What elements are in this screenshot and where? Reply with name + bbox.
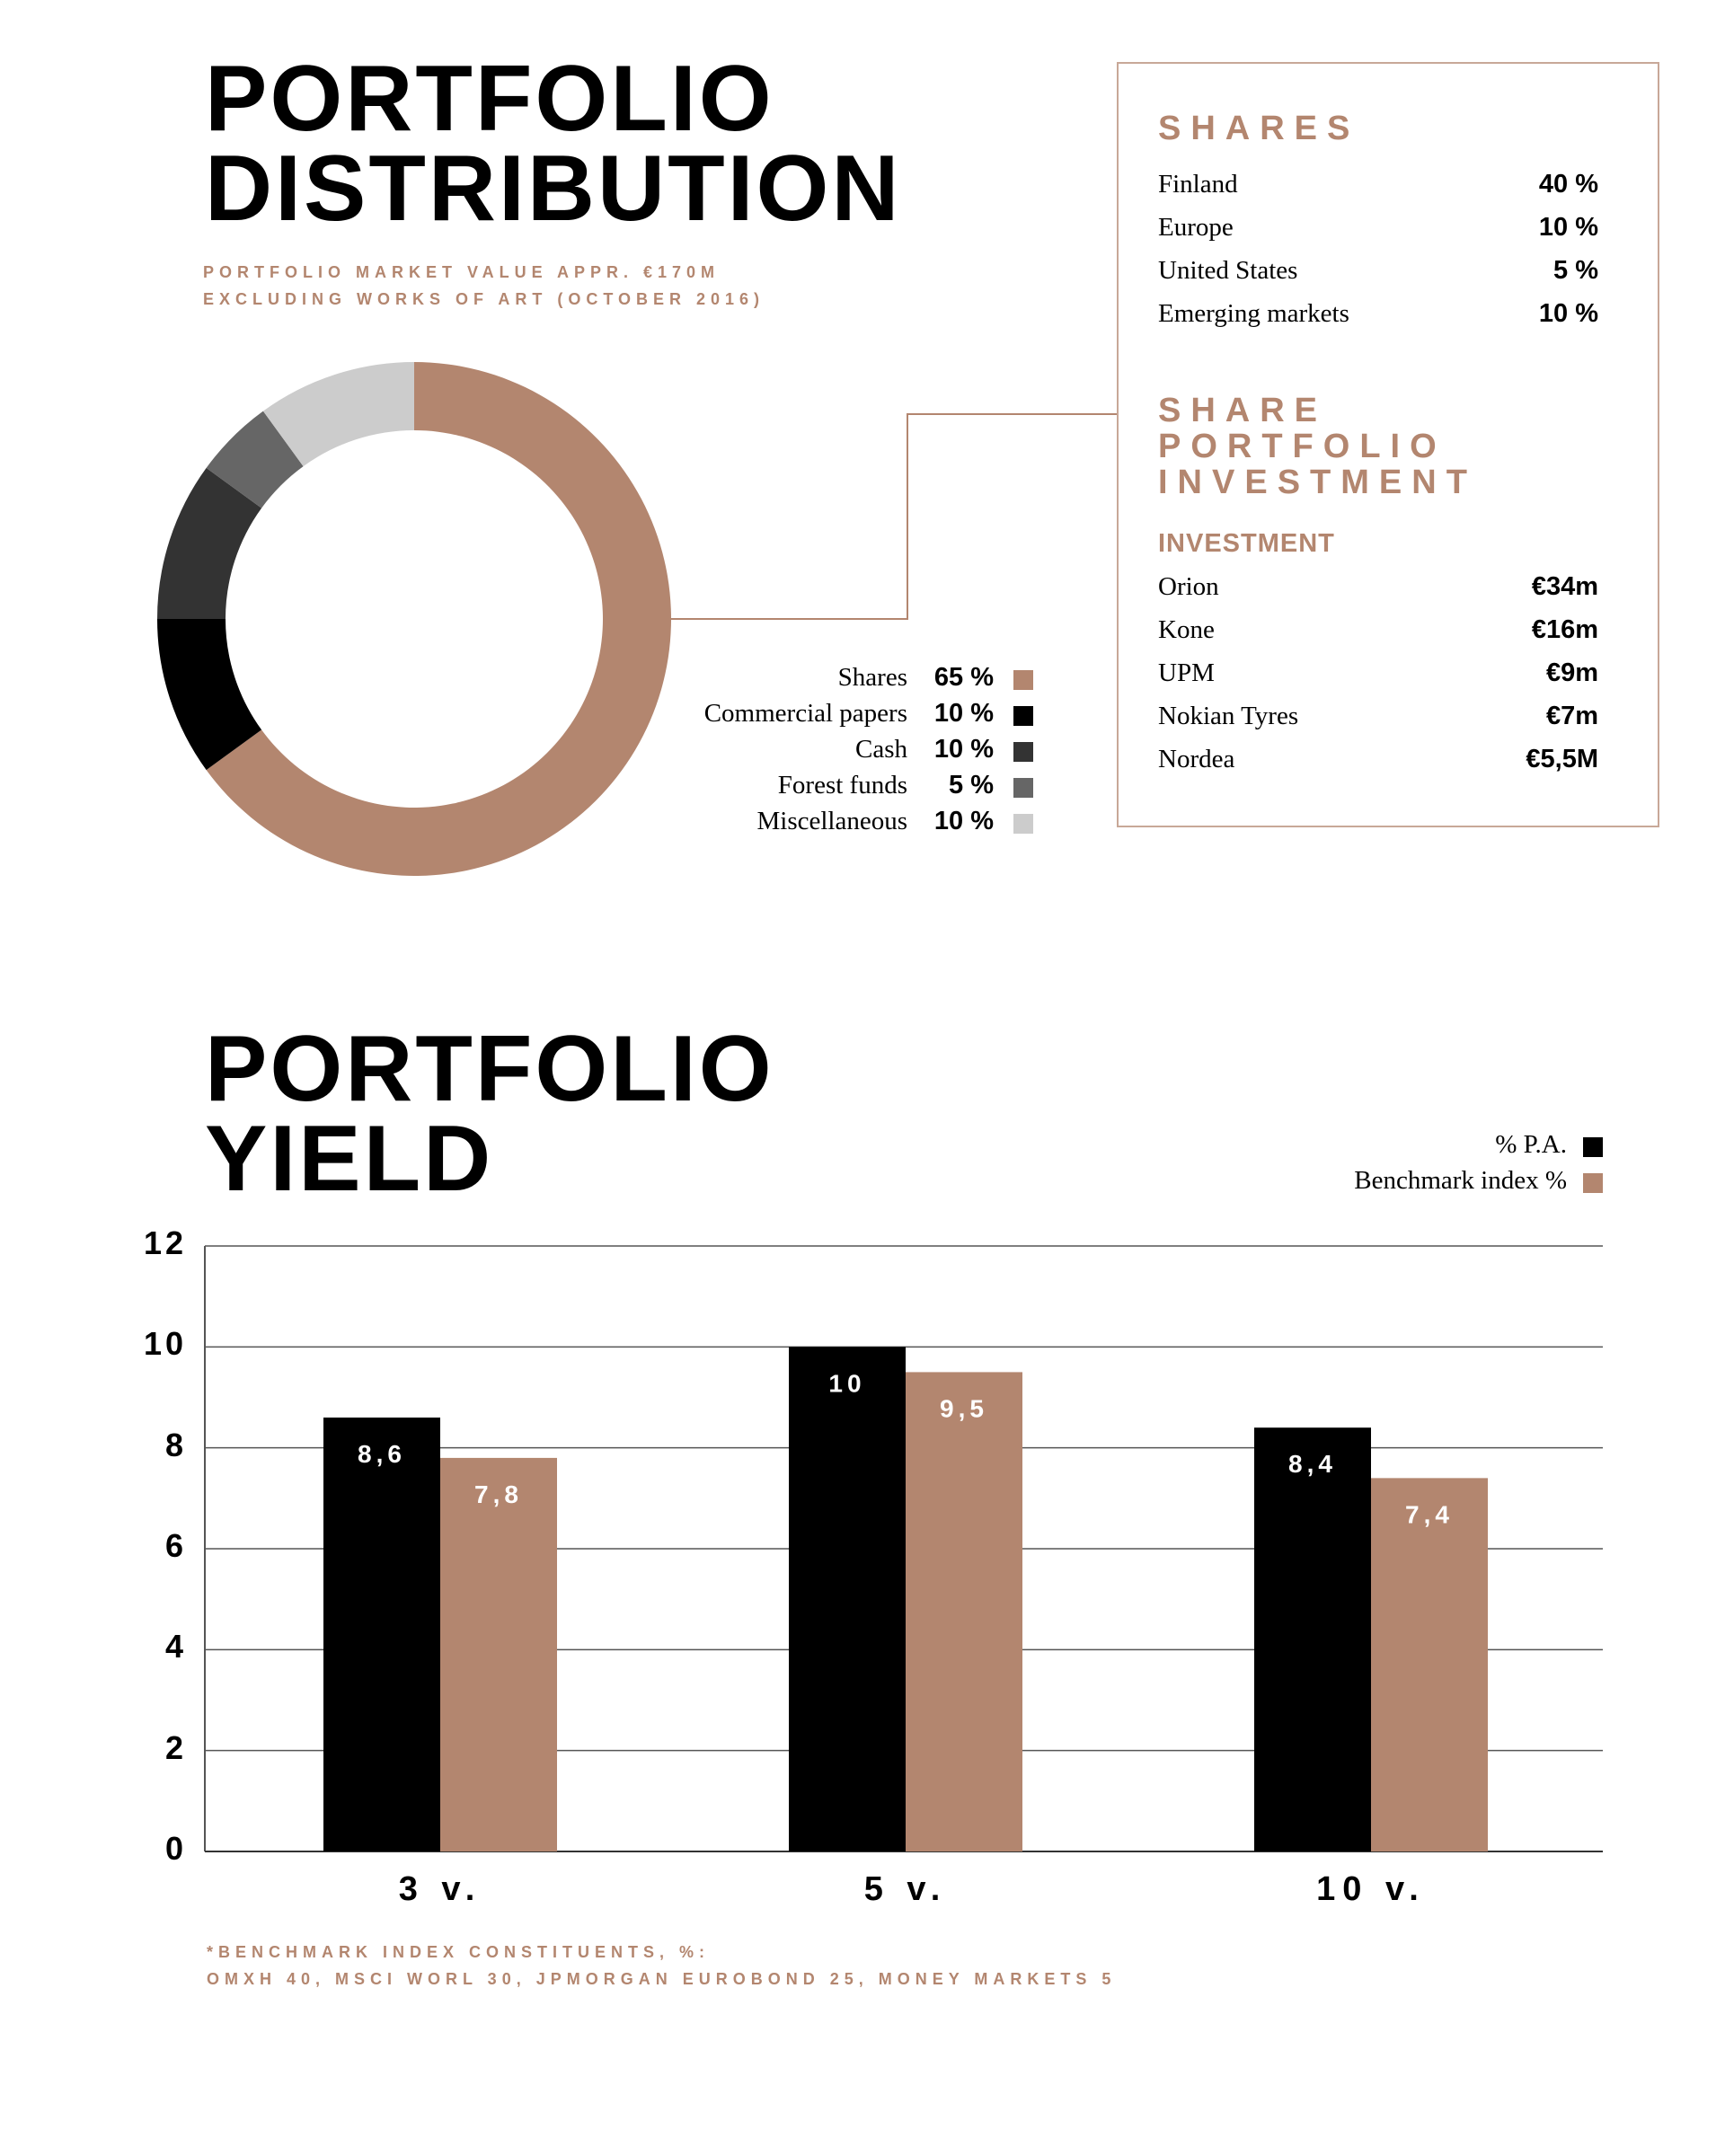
bar-data-label: 7,4 bbox=[1405, 1500, 1454, 1529]
investment-row-value: €16m bbox=[1531, 615, 1598, 644]
y-tick-label: 6 bbox=[164, 1527, 187, 1564]
donut-legend-value: 5 % bbox=[949, 771, 994, 800]
shares-row-value: 10 % bbox=[1538, 213, 1598, 242]
investment-label: INVESTMENT bbox=[1158, 529, 1335, 558]
shares-heading: SHARES bbox=[1158, 110, 1360, 147]
y-tick-label: 4 bbox=[164, 1628, 187, 1666]
bar-data-label: 8,6 bbox=[358, 1439, 406, 1468]
investment-row-label: Kone bbox=[1158, 615, 1215, 644]
heading2-line2: PORTFOLIO bbox=[1158, 428, 1446, 465]
distribution-title-line1: PORTFOLIO bbox=[205, 47, 774, 151]
shares-row-label: United States bbox=[1158, 256, 1298, 285]
bar-data-label: 7,8 bbox=[474, 1480, 523, 1508]
shares-row-label: Emerging markets bbox=[1158, 299, 1349, 328]
shares-row-value: 5 % bbox=[1553, 256, 1598, 285]
investment-row-value: €5,5M bbox=[1526, 745, 1598, 773]
bar-data-label: 10 bbox=[828, 1369, 866, 1398]
distribution-subtitle-line2: EXCLUDING WORKS OF ART (OCTOBER 2016) bbox=[203, 290, 765, 308]
investment-row-value: €9m bbox=[1545, 658, 1598, 687]
heading2-line1: SHARE bbox=[1158, 392, 1328, 429]
donut-legend-label: Commercial papers bbox=[703, 699, 907, 728]
yield-title-line1: PORTFOLIO bbox=[205, 1017, 774, 1121]
x-tick-label: 10 v. bbox=[1316, 1870, 1426, 1908]
shares-row-label: Finland bbox=[1158, 170, 1238, 199]
bar-legend-label: Benchmark index % bbox=[1354, 1166, 1567, 1195]
investment-row-value: €34m bbox=[1531, 572, 1598, 601]
investment-row-label: Nordea bbox=[1158, 745, 1235, 773]
bar-data-label: 8,4 bbox=[1288, 1450, 1337, 1479]
x-tick-label: 5 v. bbox=[863, 1870, 948, 1908]
y-tick-label: 0 bbox=[164, 1830, 187, 1867]
donut-legend-value: 65 % bbox=[933, 663, 994, 692]
y-tick-label: 12 bbox=[143, 1224, 187, 1261]
donut-legend-label: Cash bbox=[855, 735, 907, 764]
investment-row-label: UPM bbox=[1158, 658, 1215, 687]
bar-legend-label: % P.A. bbox=[1495, 1130, 1567, 1159]
yield-title-line2: YIELD bbox=[205, 1107, 494, 1211]
donut-legend-label: Shares bbox=[837, 663, 907, 692]
shares-row-value: 40 % bbox=[1538, 170, 1598, 199]
y-tick-label: 2 bbox=[164, 1728, 187, 1766]
footnote-line2: OMXH 40, MSCI WORL 30, JPMORGAN EUROBOND 25, MONEY MARKETS 5 bbox=[207, 1970, 1117, 1988]
donut-legend-label: Forest funds bbox=[777, 771, 907, 800]
distribution-subtitle-line1: PORTFOLIO MARKET VALUE APPR. €170M bbox=[203, 263, 721, 281]
bar-data-label: 9,5 bbox=[940, 1394, 988, 1423]
x-tick-label: 3 v. bbox=[398, 1870, 482, 1908]
donut-legend-value: 10 % bbox=[933, 699, 994, 728]
y-tick-label: 10 bbox=[143, 1325, 187, 1363]
footnote-line1: *BENCHMARK INDEX CONSTITUENTS, %: bbox=[207, 1943, 711, 1961]
investment-row-label: Nokian Tyres bbox=[1158, 702, 1299, 730]
distribution-title-line2: DISTRIBUTION bbox=[205, 137, 902, 241]
shares-row-value: 10 % bbox=[1538, 299, 1598, 328]
donut-legend-label: Miscellaneous bbox=[756, 807, 907, 835]
investment-row-label: Orion bbox=[1158, 572, 1219, 601]
yield-footnote bbox=[207, 1939, 1116, 1993]
heading2-line3: INVESTMENT bbox=[1158, 464, 1477, 501]
investment-row-value: €7m bbox=[1545, 702, 1598, 730]
shares-row-label: Europe bbox=[1158, 213, 1234, 242]
donut-legend-value: 10 % bbox=[933, 735, 994, 764]
y-tick-label: 8 bbox=[164, 1426, 187, 1463]
donut-legend-value: 10 % bbox=[933, 807, 994, 835]
